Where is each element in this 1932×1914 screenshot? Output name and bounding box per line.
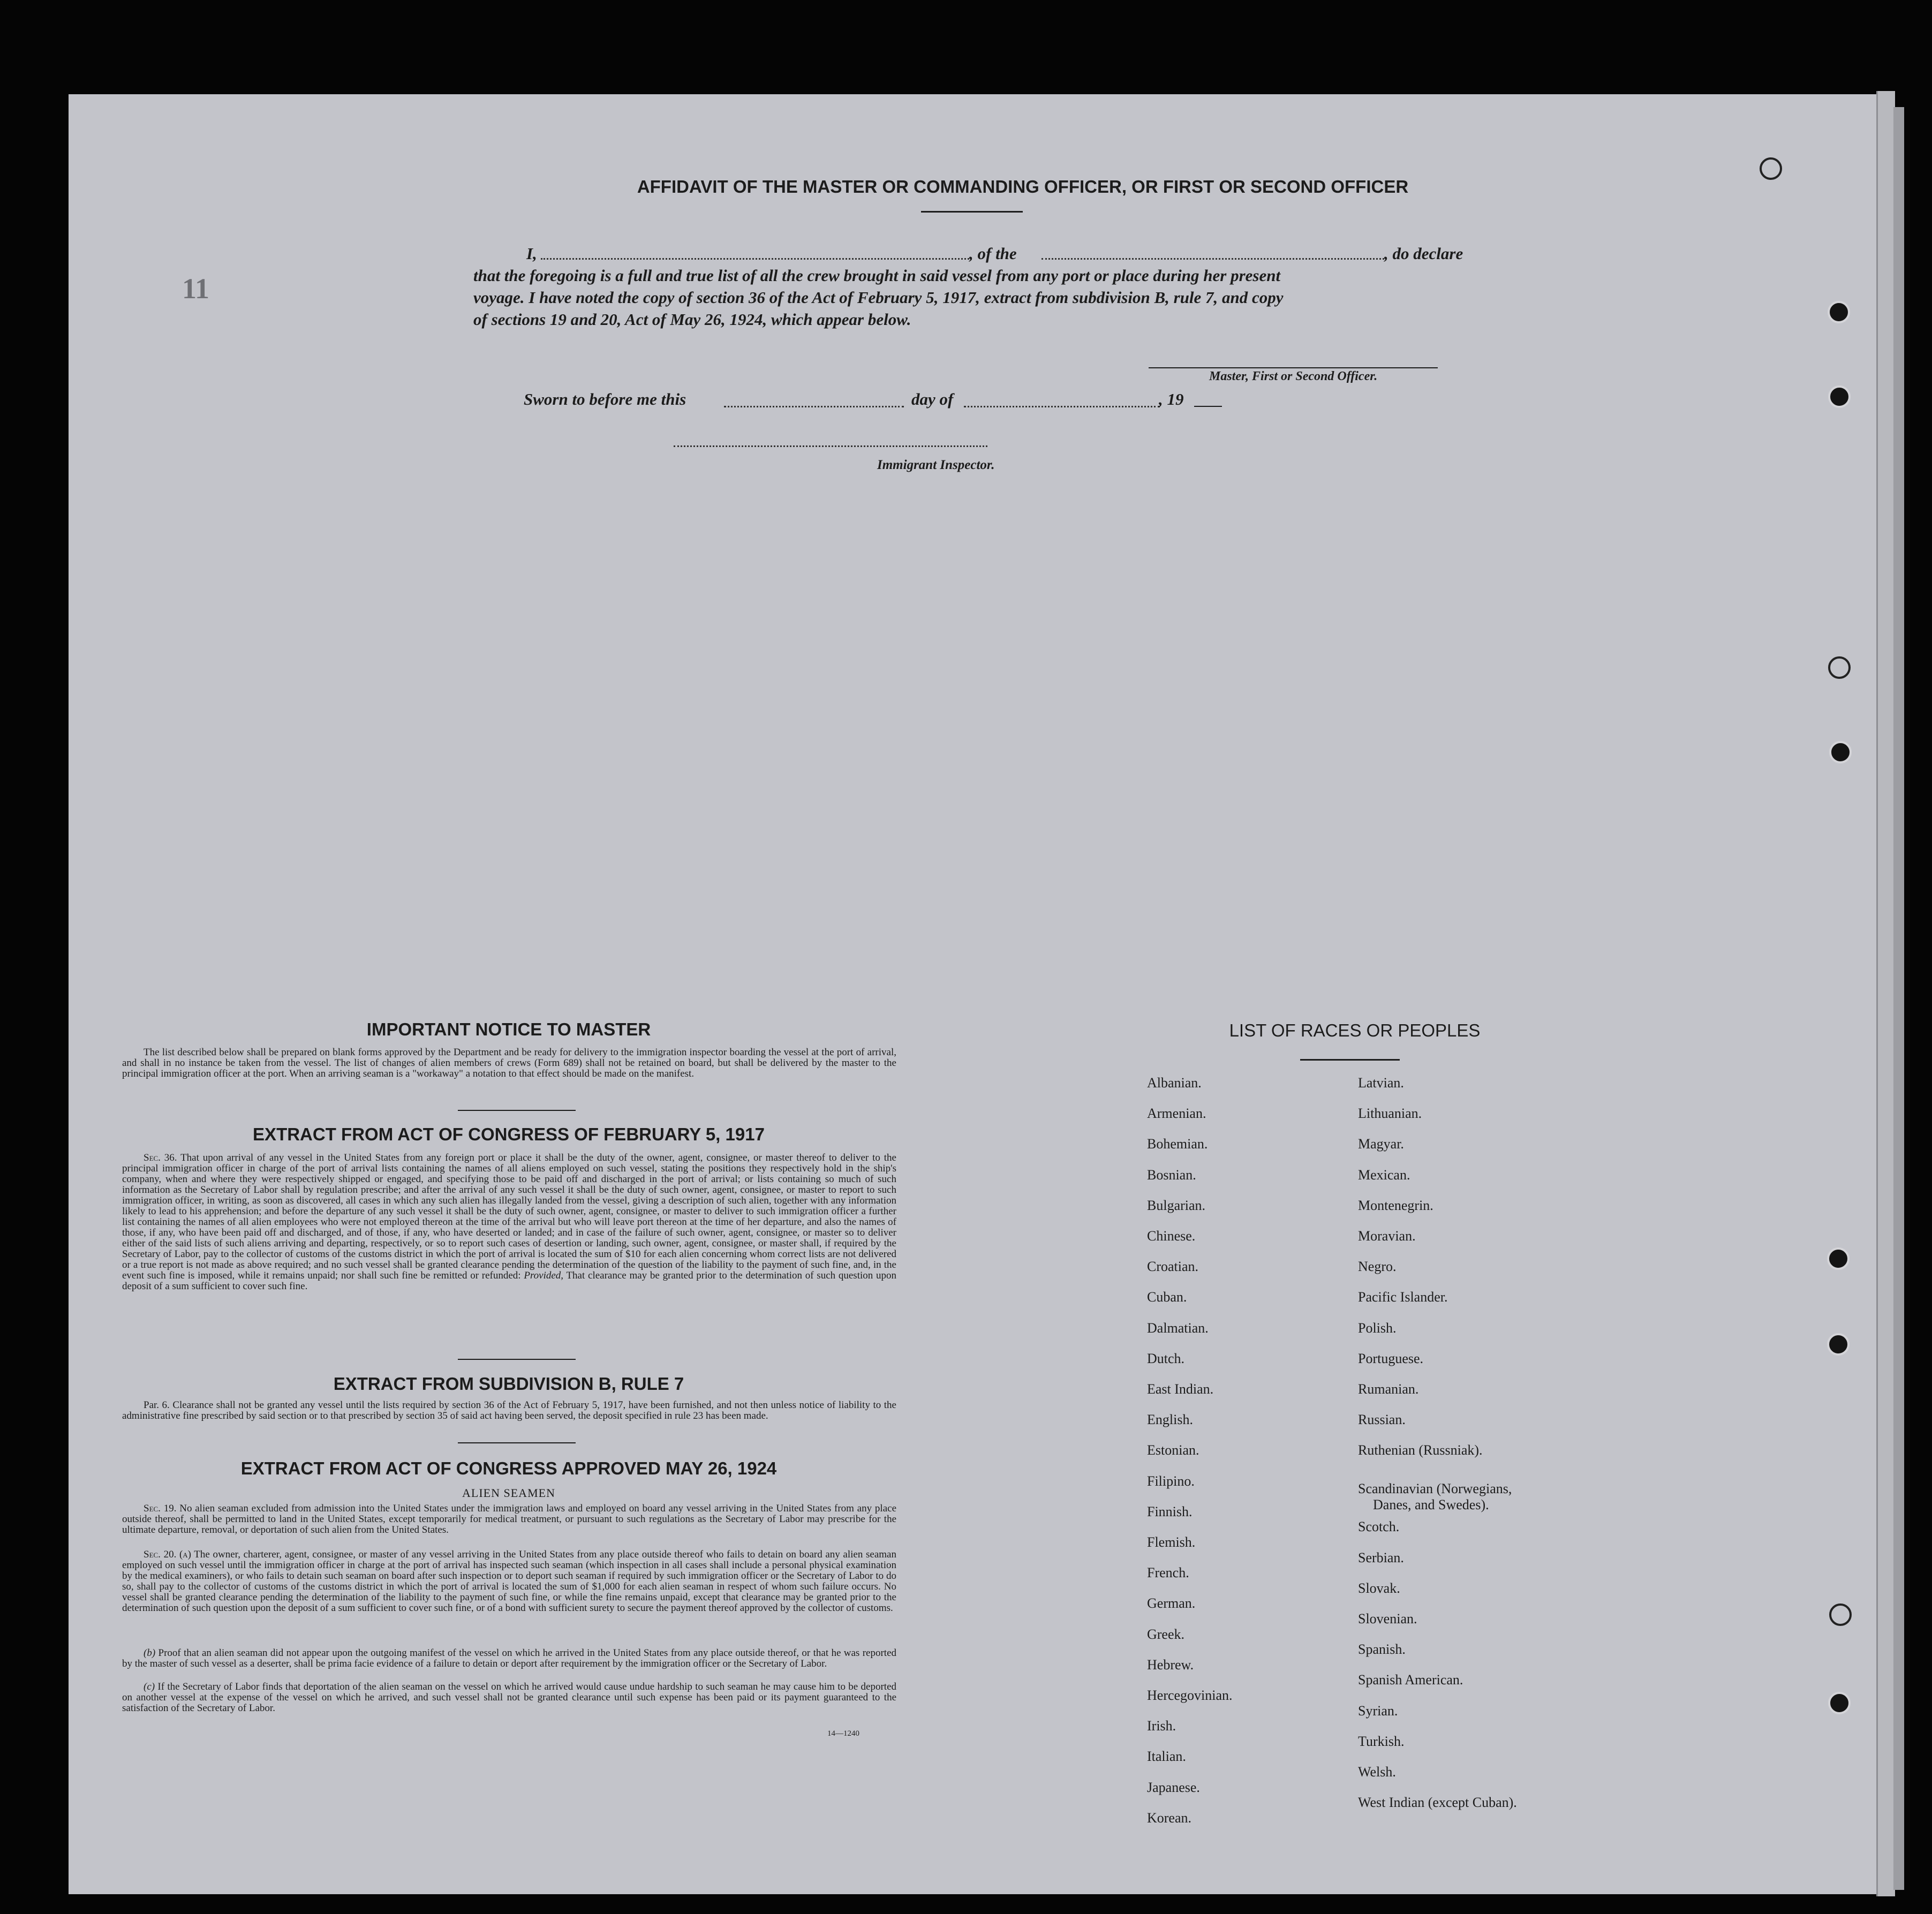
binder-hole bbox=[1760, 157, 1782, 180]
decl-line3: voyage. I have noted the copy of section 36 of the Act of February 5, 1917, extract from subdivision B, rule 7, and copy bbox=[473, 288, 1284, 307]
race-item: Slovenian. bbox=[1358, 1611, 1417, 1626]
extract-rule7-body: Par. 6. Clearance shall not be granted any vessel until the lists required by section 36 of the Act of February 5, 1917, have been furnished, and not then unless notice of liability to the administrative fine prescribed by said section or to that prescribed by section 35 of said act having been served, the deposit specified in rule 23 has been made. bbox=[122, 1399, 896, 1421]
provided-word: Provided, bbox=[524, 1270, 564, 1281]
race-item: Lithuanian. bbox=[1358, 1106, 1422, 1121]
decl-line2: that the foregoing is a full and true list of all the crew brought in said vessel from any port or place during her present bbox=[473, 266, 1281, 285]
sec-20c-label: (c) bbox=[144, 1681, 155, 1692]
sec-20b-text: Proof that an alien seaman did not appear upon the outgoing manifest of the vessel on which he arrived in the United States from any place outside thereof, or that he was reported by the master of such vessel as a deserter, shall be prima facie evidence of a failure to detain or deport after requirement by the immigration officer or the Secretary of Labor. bbox=[122, 1647, 897, 1669]
race-item: Moravian. bbox=[1358, 1228, 1416, 1244]
alien-seamen-subtitle: ALIEN SEAMEN bbox=[462, 1486, 555, 1500]
race-item: Spanish. bbox=[1358, 1641, 1406, 1657]
notice-title: IMPORTANT NOTICE TO MASTER bbox=[366, 1019, 651, 1039]
day-of-text: day of bbox=[911, 390, 954, 408]
section-rule bbox=[458, 1442, 576, 1443]
sec-19-paragraph bbox=[122, 1503, 896, 1535]
race-item: Hercegovinian. bbox=[1147, 1688, 1233, 1703]
decl-of-the: , of the bbox=[969, 244, 1017, 263]
race-item: French. bbox=[1147, 1565, 1189, 1580]
race-item: West Indian (except Cuban). bbox=[1358, 1795, 1517, 1810]
form-number: 14—1240 bbox=[827, 1729, 859, 1738]
race-item: Slovak. bbox=[1358, 1580, 1400, 1596]
binder-hole bbox=[1829, 1603, 1852, 1626]
binder-hole bbox=[1828, 1692, 1851, 1714]
name-field-line bbox=[541, 258, 972, 260]
race-item: German. bbox=[1147, 1595, 1196, 1611]
sec-20a-paragraph bbox=[122, 1549, 896, 1614]
race-item: Bulgarian. bbox=[1147, 1198, 1206, 1213]
title-rule bbox=[921, 211, 1023, 213]
race-item: Rumanian. bbox=[1358, 1381, 1419, 1397]
race-item: Negro. bbox=[1358, 1259, 1397, 1274]
page-edge bbox=[1876, 91, 1895, 1896]
race-item: Cuban. bbox=[1147, 1289, 1187, 1305]
sec-20b-label: (b) bbox=[144, 1647, 156, 1659]
year-field-line bbox=[1194, 406, 1222, 407]
sec-20c-paragraph bbox=[122, 1682, 896, 1714]
inspector-label: Immigrant Inspector. bbox=[877, 458, 995, 472]
race-item: Bosnian. bbox=[1147, 1167, 1196, 1183]
race-item: Croatian. bbox=[1147, 1259, 1199, 1274]
sec-20b-paragraph bbox=[122, 1648, 896, 1669]
extract-1917-title: EXTRACT FROM ACT OF CONGRESS OF FEBRUARY 5, 1917 bbox=[253, 1124, 765, 1144]
decl-i: I, bbox=[526, 244, 537, 263]
binder-hole bbox=[1828, 301, 1850, 323]
sec-36-label: Sec. 36. bbox=[144, 1152, 177, 1163]
signature-line bbox=[1149, 367, 1438, 368]
race-item: Turkish. bbox=[1358, 1734, 1405, 1749]
race-item: Bohemian. bbox=[1147, 1136, 1208, 1152]
inspector-line bbox=[674, 445, 987, 447]
race-item: Latvian. bbox=[1358, 1075, 1404, 1091]
decl-do-declare: , do declare bbox=[1384, 244, 1463, 263]
binder-hole bbox=[1828, 385, 1851, 408]
race-item: Hebrew. bbox=[1147, 1657, 1194, 1673]
race-item: Portuguese. bbox=[1358, 1351, 1424, 1366]
races-title: LIST OF RACES OR PEOPLES bbox=[1229, 1020, 1481, 1040]
race-item: Armenian. bbox=[1147, 1106, 1206, 1121]
race-item: Filipino. bbox=[1147, 1473, 1195, 1489]
race-item: Korean. bbox=[1147, 1810, 1192, 1826]
race-item: Japanese. bbox=[1147, 1780, 1200, 1795]
sec-19-text: No alien seaman excluded from admission into the United States under the immigration laws and employed on board any vessel arriving in the United States from any place outside thereof, shall be permitted to land in the United States, except temporarily for medical treatment, or pursuant to such regulations as the Secretary of Labor may prescribe for the ultimate departure, removal, or deportation of such alien from the United States. bbox=[122, 1503, 896, 1535]
vessel-field-line bbox=[1042, 258, 1384, 260]
race-item: Scandinavian (Norwegians, bbox=[1358, 1481, 1512, 1496]
race-item: Mexican. bbox=[1358, 1167, 1410, 1183]
margin-mark: 11 bbox=[182, 273, 210, 305]
extract-1917-body bbox=[122, 1153, 896, 1292]
race-item: Polish. bbox=[1358, 1320, 1397, 1336]
sec-36-end: That clearance may be granted prior to the determination of such question upon deposit of a sum sufficient to cover such fine. bbox=[122, 1270, 897, 1292]
page-edge-shadow bbox=[1893, 107, 1904, 1890]
race-item: Magyar. bbox=[1358, 1136, 1404, 1152]
race-item: Albanian. bbox=[1147, 1075, 1202, 1091]
section-rule bbox=[458, 1110, 576, 1111]
sec-20a-label: Sec. 20. (a) bbox=[144, 1549, 191, 1560]
race-item: Irish. bbox=[1147, 1718, 1176, 1734]
race-item: Russian. bbox=[1358, 1412, 1406, 1427]
extract-1924-title: EXTRACT FROM ACT OF CONGRESS APPROVED MAY 26, 1924 bbox=[240, 1458, 777, 1478]
binder-hole bbox=[1829, 741, 1852, 763]
binder-hole bbox=[1827, 1333, 1850, 1356]
race-item: Greek. bbox=[1147, 1626, 1185, 1642]
sec-19-label: Sec. 19. bbox=[144, 1503, 177, 1514]
race-item: Dalmatian. bbox=[1147, 1320, 1209, 1336]
signature-label: Master, First or Second Officer. bbox=[1209, 369, 1378, 383]
race-item: Montenegrin. bbox=[1358, 1198, 1433, 1213]
race-item: Dutch. bbox=[1147, 1351, 1185, 1366]
race-item: Finnish. bbox=[1147, 1504, 1193, 1519]
race-item: English. bbox=[1147, 1412, 1193, 1427]
race-item: Welsh. bbox=[1358, 1764, 1396, 1780]
sec-20c-text: If the Secretary of Labor finds that deportation of the alien seaman on the vessel on which he arrived would cause undue hardship to such seaman he may cause him to be deported on another vessel at the expense of the vessel on which he arrived, and such vessel shall not be granted clearance until such expense has been paid or its payment guaranteed to the satisfaction of the Secretary of Labor. bbox=[122, 1681, 896, 1714]
race-item: Syrian. bbox=[1358, 1703, 1398, 1719]
race-item: Flemish. bbox=[1147, 1534, 1196, 1550]
month-field-line bbox=[964, 406, 1160, 407]
races-title-rule bbox=[1300, 1059, 1400, 1061]
race-item: Serbian. bbox=[1358, 1550, 1404, 1565]
day-field-line bbox=[724, 406, 904, 407]
notice-body: The list described below shall be prepared on blank forms approved by the Department and be ready for delivery to the immigration inspector boarding the vessel at the port of arrival, and shall in no instance be taken from the vessel. The list of changes of alien members of crews (Form 689) shall not be retained on board, but shall be delivered by the master to the principal immigration officer at the port. When an arriving seaman is a "workaway" a notation to that effect should be made on the manifest. bbox=[122, 1047, 896, 1079]
year-prefix: , 19 bbox=[1159, 390, 1184, 408]
race-item-continuation: Danes, and Swedes). bbox=[1373, 1497, 1489, 1512]
race-item: Chinese. bbox=[1147, 1228, 1196, 1244]
affidavit-title: AFFIDAVIT OF THE MASTER OR COMMANDING OFFICER, OR FIRST OR SECOND OFFICER bbox=[637, 177, 1409, 196]
decl-line4: of sections 19 and 20, Act of May 26, 1924, which appear below. bbox=[473, 310, 911, 329]
race-item: Italian. bbox=[1147, 1749, 1186, 1764]
section-rule bbox=[458, 1359, 576, 1360]
binder-hole bbox=[1828, 656, 1851, 679]
extract-rule7-title: EXTRACT FROM SUBDIVISION B, RULE 7 bbox=[333, 1374, 684, 1394]
race-item: East Indian. bbox=[1147, 1381, 1214, 1397]
race-item: Ruthenian (Russniak). bbox=[1358, 1442, 1483, 1458]
race-item: Spanish American. bbox=[1358, 1672, 1463, 1688]
race-item: Pacific Islander. bbox=[1358, 1289, 1448, 1305]
sec-20a-text: The owner, charterer, agent, consignee, or master of any vessel arriving in the United States from any place outside thereof who fails to detain on board any alien seaman employed on such vessel until the immigration officer in charge at the port of arrival has inspected such seaman (which inspection in all cases shall include a personal physical examination by the medical examiners), or who fails to detain such seaman on board after such inspection or to deport such seaman if required by such immigration officer or the Secretary of Labor to do so, shall pay to the collector of customs of the customs district in which the port of arrival is located the sum of $1,000 for each alien seaman in respect of whom such failure occurs. No vessel shall be granted clearance pending the determination of the liability to the payment of such fine, or while the fine remains unpaid, except that clearance may be granted prior to the determination of such question upon the deposit of a sum sufficient to cover such fine, or of a bond with sufficient surety to secure the payment thereof approved by the collector of customs. bbox=[122, 1549, 896, 1614]
sworn-text: Sworn to before me this bbox=[524, 390, 686, 408]
race-item: Estonian. bbox=[1147, 1442, 1199, 1458]
sec-36-text: That upon arrival of any vessel in the United States from any foreign port or place it shall be the duty of the owner, agent, consignee, or master thereof to deliver to the principal immigration officer in charge of the port of arrival lists containing the names of all aliens employed on such vessel, stating the positions they respectively hold in the ship's company, when and where they were respectively shipped or engaged, and specifying those to be paid off and discharged in the port of arrival; or lists containing so much of such information as the Secretary of Labor shall by regulation prescribe; and after the arrival of any such vessel it shall be the duty of such owner, agent, consignee, or master to report to such immigration officer, in writing, as soon as discovered, all cases in which any such alien has illegally landed from the vessel, giving a description of such alien, together with any information likely to lead to his apprehension; and before the departure of any such vessel it shall be the duty of such owner, agent, consignee, or master to deliver to such immigration officer a further list containing the names of all alien employees who were not employed thereon at the time of the arrival but who will leave port thereon at the time of her departure, and also the names of those, if any, who have been paid off and discharged, and of those, if any, who have deserted or landed; and in case of the failure of such owner, agent, consignee, or master so to deliver either of the said lists of such aliens arriving and departing, respectively, or so to report such cases of desertion or landing, such owner, agent, consignee, or master shall, if required by the Secretary of Labor, pay to the collector of customs of the customs district in which the port of arrival is located the sum of $10 for each alien concerning whom correct lists are not delivered or a true report is not made as above required; and no such vessel shall be granted clearance pending the determination of the question of the liability to the payment of such fine, and, in the event such fine is imposed, while it remains unpaid; nor shall such fine be remitted or refunded: bbox=[122, 1152, 896, 1281]
binder-hole bbox=[1827, 1247, 1850, 1270]
form-page bbox=[69, 94, 1876, 1894]
race-item: Scotch. bbox=[1358, 1519, 1400, 1534]
